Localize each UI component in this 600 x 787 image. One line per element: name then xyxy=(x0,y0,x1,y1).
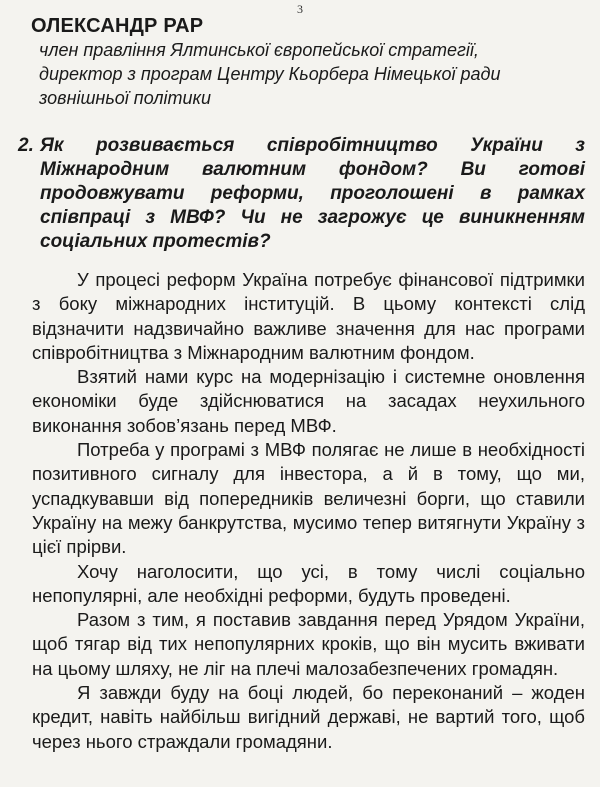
author-block xyxy=(31,14,576,110)
answer-paragraph-3: Потреба у програмі з МВФ полягає не лише в необхідності позитивного сигналу для інвестора, а й в тому, що ми, успадкувавши від попередників величезні борги, що ставили Україну на межу банкрутства, мусимо тепер витягнути Україну з цієї прірви. xyxy=(32,439,585,558)
answer-paragraph-6: Я завжди буду на боці людей, бо переконаний – жоден кредит, навіть найбільш вигідний державі, не вартий того, щоб через нього страждали громадяни. xyxy=(32,682,585,752)
answer-body xyxy=(32,268,585,754)
question-block xyxy=(18,134,585,254)
author-name: ОЛЕКСАНДР РАР xyxy=(31,15,204,37)
question-number: 2. xyxy=(18,135,34,156)
answer-paragraph-2: Взятий нами курс на модернізацію і системне оновлення економіки буде здійснюватися на засадах неухильного виконання зобов’язань перед МВФ. xyxy=(32,366,585,436)
author-role-line-3: зовнішньої політики xyxy=(39,88,211,108)
answer-paragraph-4: Хочу наголосити, що усі, в тому числі соціально непопулярні, але необхідні реформи, будуть проведені. xyxy=(32,560,585,606)
answer-paragraph-1: У процесі реформ Україна потребує фінансової підтримки з боку міжнародних інституцій. В цьому контексті слід відзначити надзвичайно важливе значення для нас програми співробітництва з Міжнародним валютним фондом. xyxy=(32,269,585,363)
answer-paragraph-5: Разом з тим, я поставив завдання перед Урядом України, щоб тягар від тих непопулярних кроків, що він мусить вживати на цьому шляху, не ліг на плечі малозабезпечених громадян. xyxy=(32,609,585,679)
author-role-line-2: директор з програм Центру Кьорбера Німецької ради xyxy=(39,64,501,84)
page-number: 3 xyxy=(297,2,303,16)
question-text: Як розвивається співробітництво України з Міжнародним валютним фондом? Ви готові продовжувати реформи, проголошені в рамках співпраці з МВФ? Чи не загрожує це виникненням соціальних протестів? xyxy=(40,135,585,252)
author-role-line-1: член правління Ялтинської європейської стратегії, xyxy=(39,40,479,60)
